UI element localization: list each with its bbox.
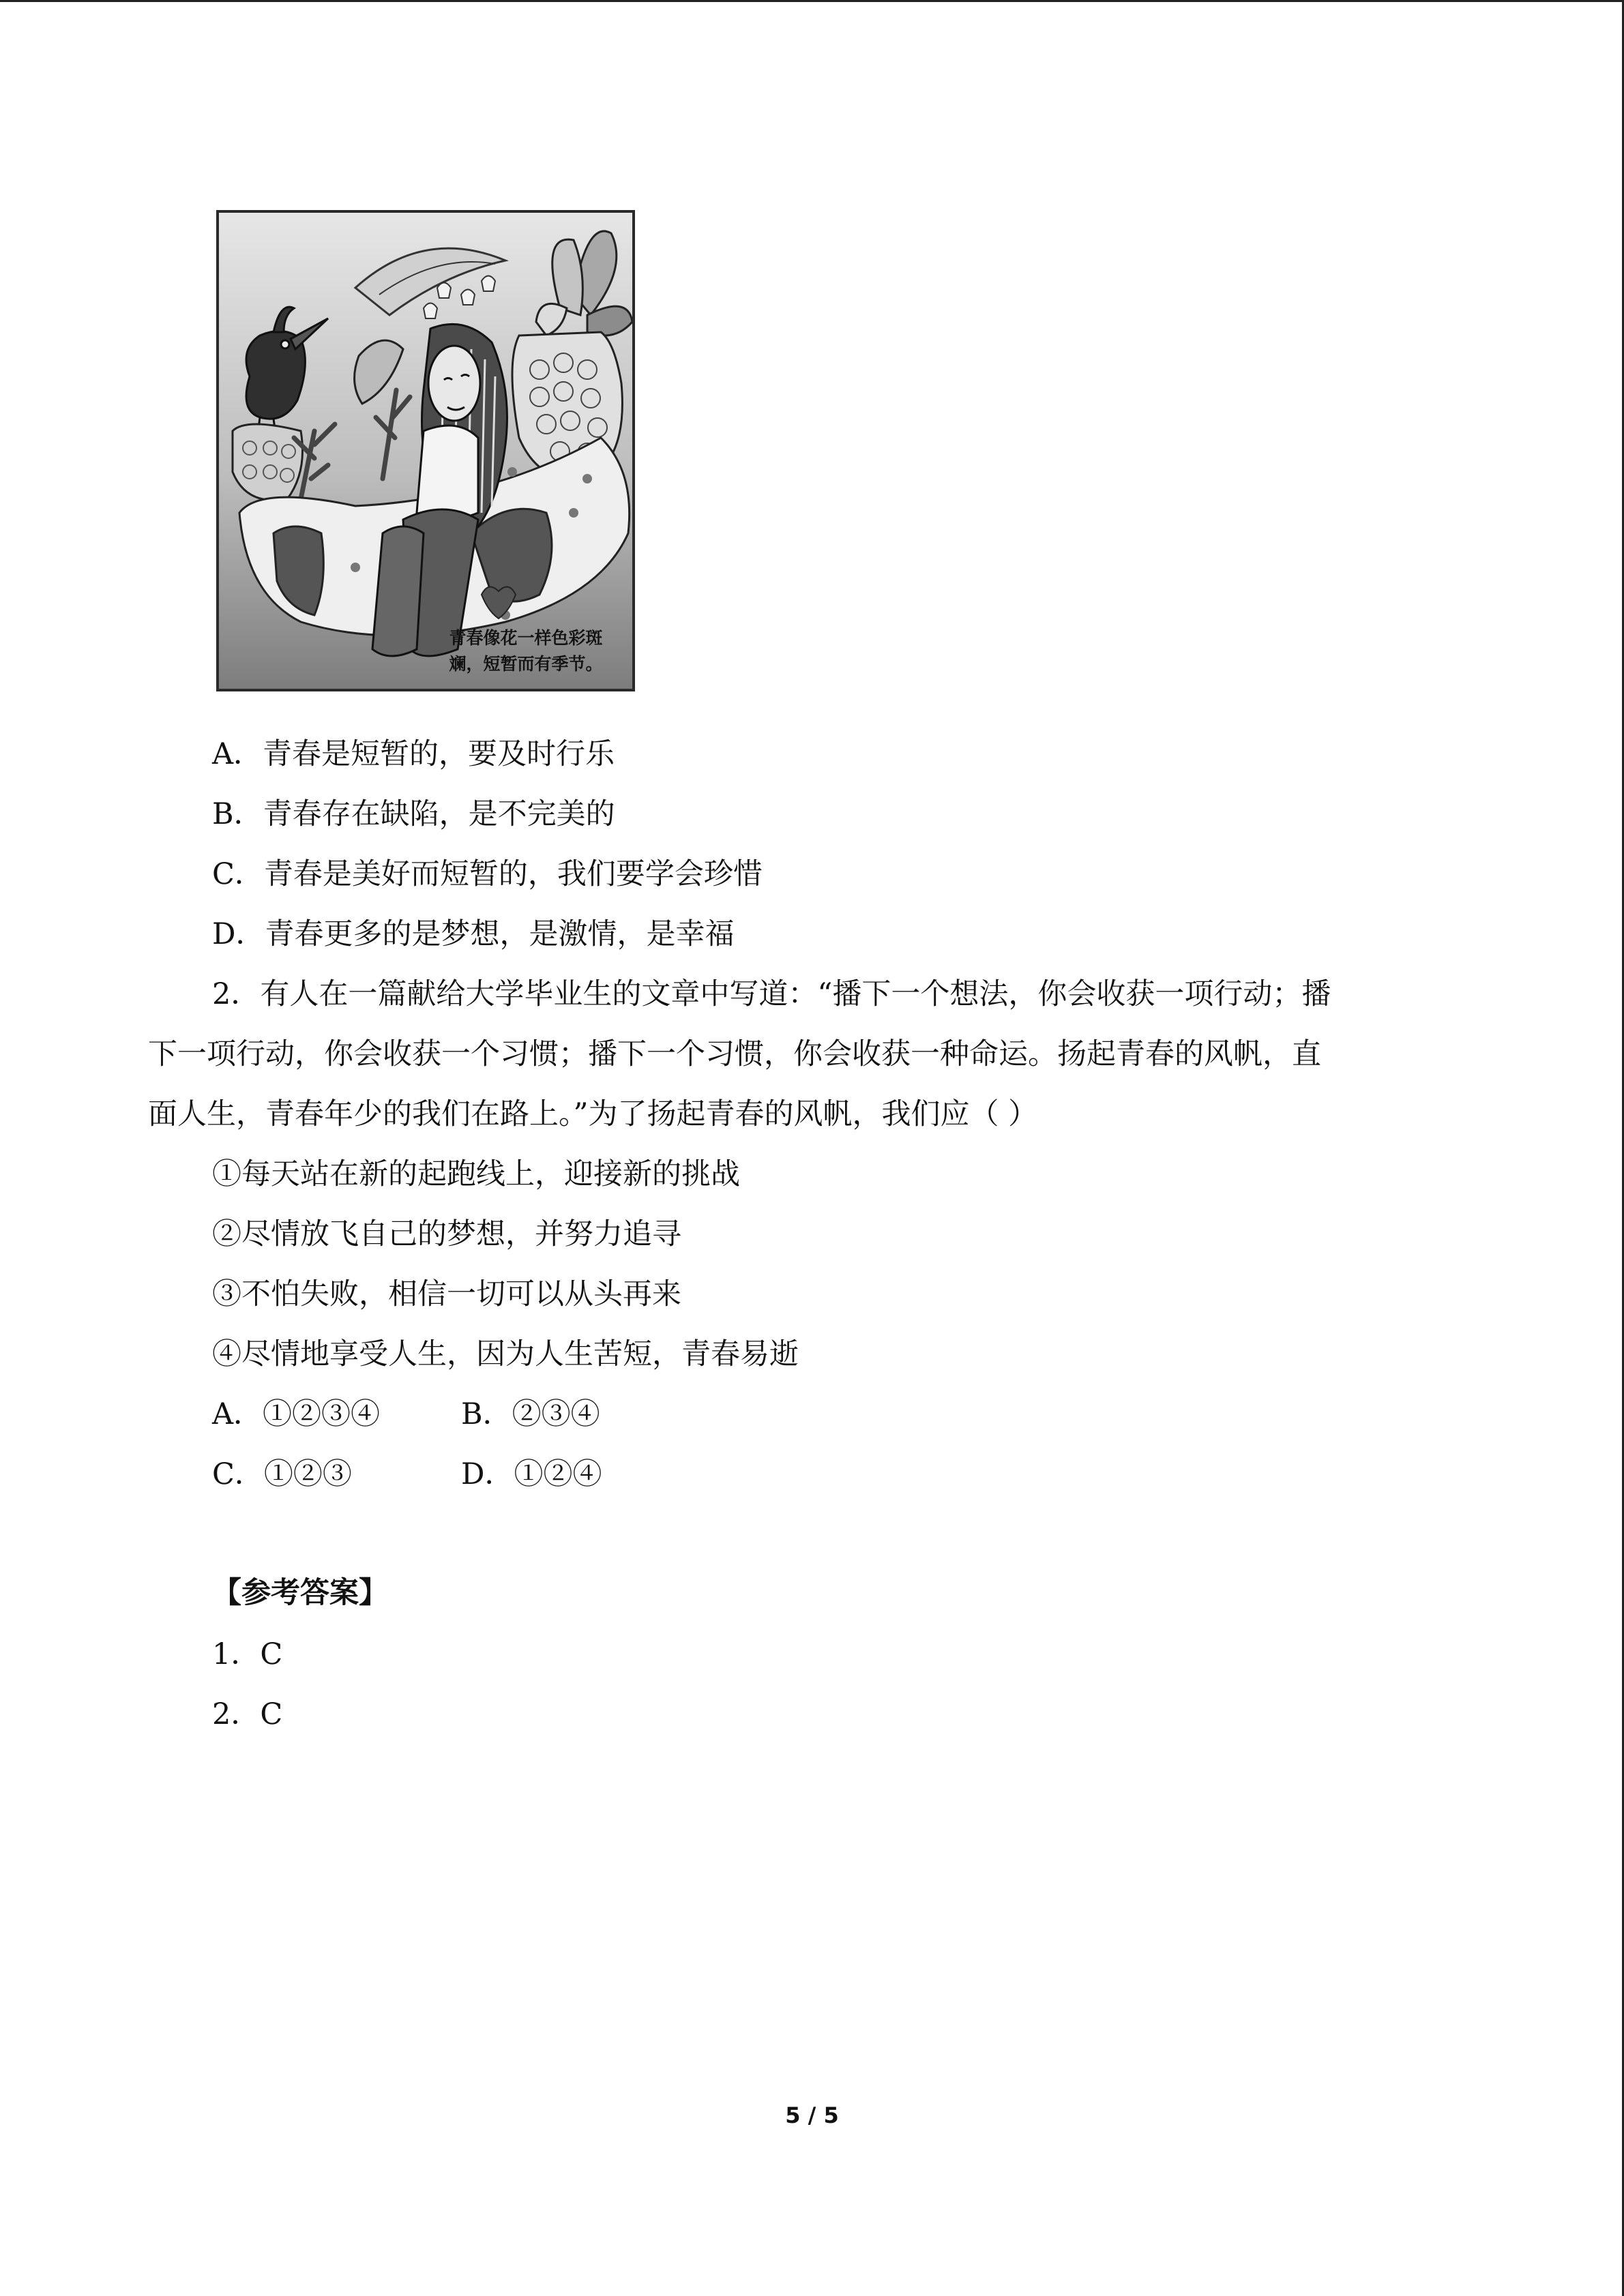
q2-option-d: D．①②④ [461, 1457, 602, 1491]
illustration-drawing [219, 213, 632, 689]
q2-options-row2 [212, 1455, 602, 1493]
illustration-caption-line2: 斓，短暂而有季节。 [449, 654, 603, 674]
q1-option-c: C．青春是美好而短暂的，我们要学会珍惜 [212, 857, 763, 891]
q2-option-c: C．①②③ [212, 1457, 352, 1491]
page-border-top [0, 0, 1624, 2]
q2-options-row1 [212, 1395, 600, 1433]
answers-heading: 【参考答案】 [212, 1576, 388, 1610]
answer-2: 2．C [212, 1697, 283, 1731]
q2-stem-line1: 2．有人在一篇献给大学毕业生的文章中写道：“播下一个想法，你会收获一项行动；播 [212, 977, 1331, 1011]
q2-stem-line3: 面人生，青春年少的我们在路上。”为了扬起青春的风帆，我们应（ ） [148, 1097, 1038, 1131]
q2-option-b: B．②③④ [461, 1397, 600, 1431]
youth-illustration [216, 210, 635, 691]
q1-option-d: D．青春更多的是梦想，是激情，是幸福 [212, 917, 735, 951]
q2-option-a: A．①②③④ [212, 1397, 381, 1431]
page-number: 5 / 5 [785, 2102, 839, 2128]
q2-stem-line2: 下一项行动，你会收获一个习惯；播下一个习惯，你会收获一种命运。扬起青春的风帆，直 [148, 1037, 1321, 1071]
q1-option-a: A．青春是短暂的，要及时行乐 [212, 737, 615, 771]
q2-statement-1: ①每天站在新的起跑线上，迎接新的挑战 [212, 1157, 740, 1191]
q2-statement-2: ②尽情放飞自己的梦想，并努力追寻 [212, 1217, 681, 1251]
illustration-caption-line1: 青春像花一样色彩斑 [449, 628, 603, 648]
q1-option-b: B．青春存在缺陷，是不完美的 [212, 797, 615, 831]
answer-1: 1．C [212, 1637, 283, 1671]
q2-statement-3: ③不怕失败，相信一切可以从头再来 [212, 1277, 681, 1311]
q2-statement-4: ④尽情地享受人生，因为人生苦短，青春易逝 [212, 1337, 799, 1371]
